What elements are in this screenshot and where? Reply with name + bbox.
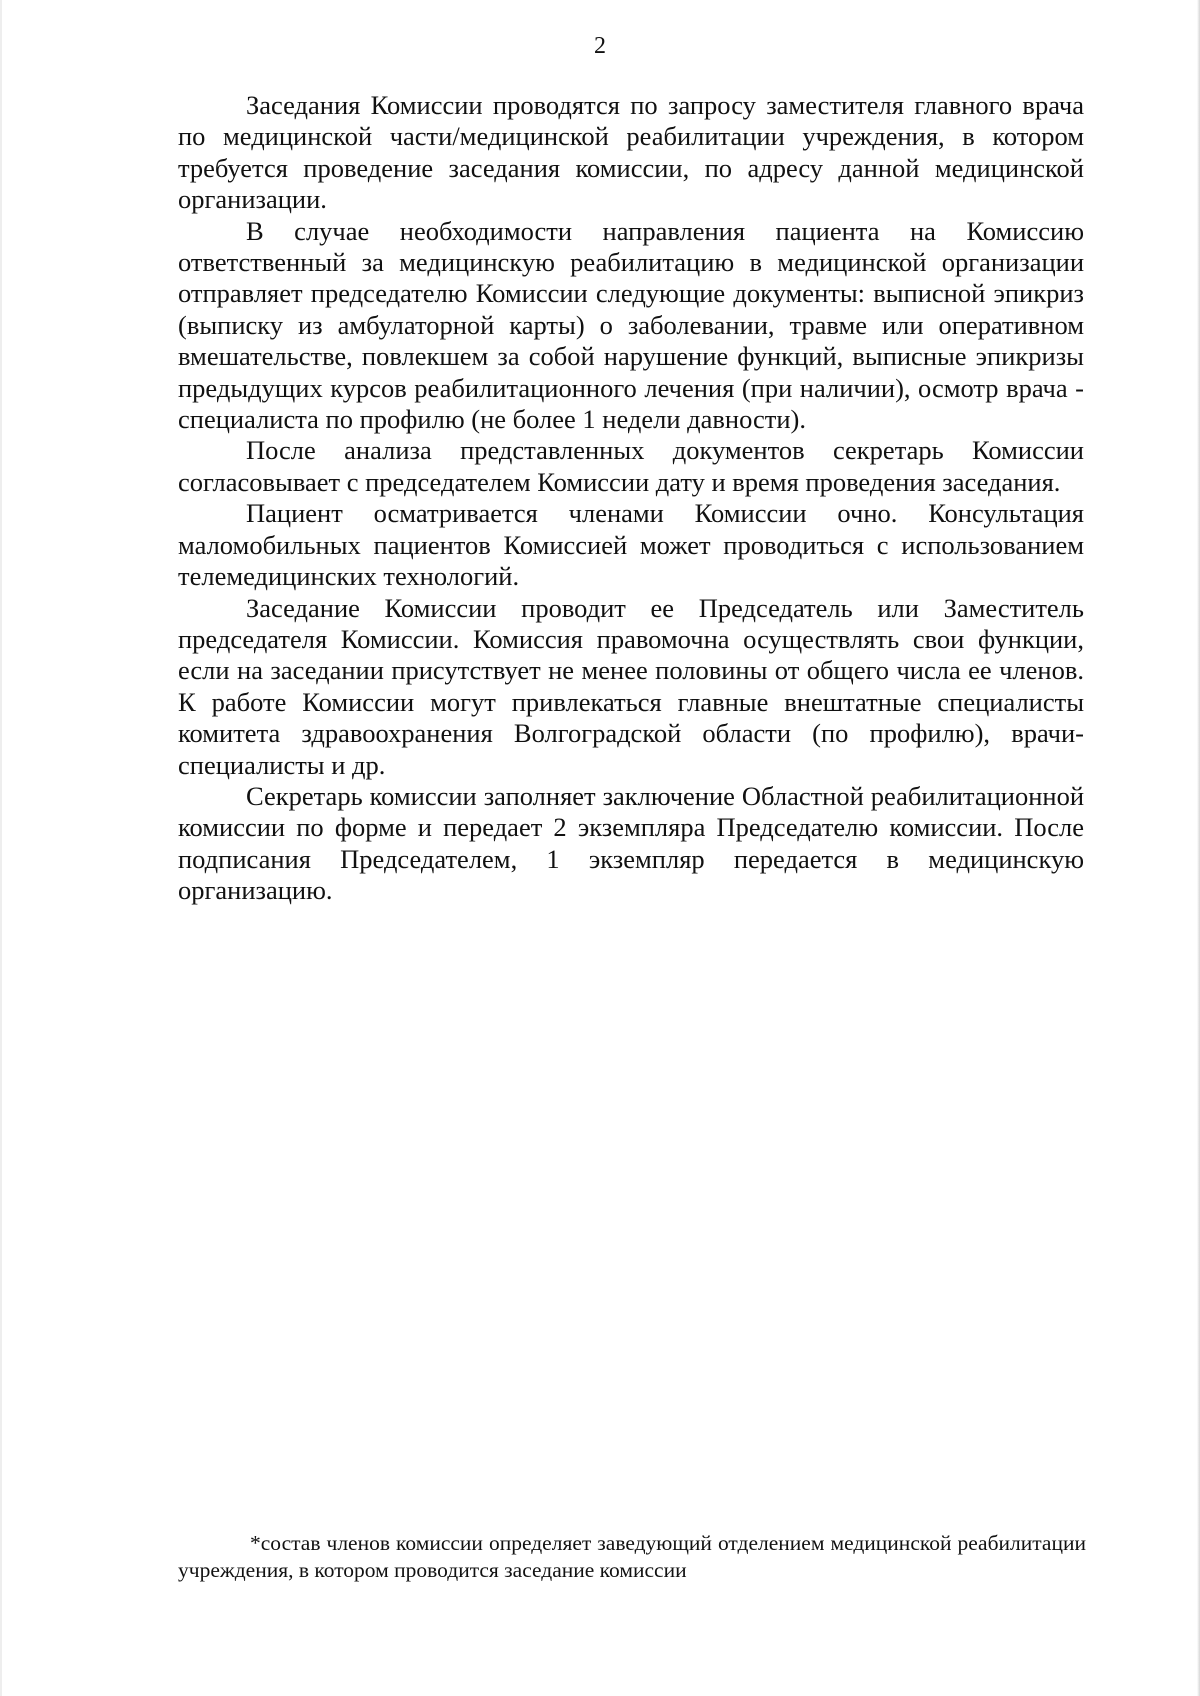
paragraph-meeting-conduct: Заседание Комиссии проводит ее Председатель или Заместитель председателя Комиссии. Комиссия правомочна осуществлять свои функции, если на заседании присутствует не менее половины от общего числа ее членов. К работе Комиссии могут привлекаться главные внештатные специалисты комитета здравоохранения Волгоградской области (по профилю), врачи-специалисты и др.	[178, 592, 1084, 780]
footnote-text: *состав членов комиссии определяет заведующий отделением медицинской реабилитации учреждения, в котором проводится заседание комиссии	[178, 1531, 1086, 1582]
footnote	[178, 1530, 1086, 1584]
scan-edge-left	[0, 0, 2, 1696]
paragraph-referral-documents: В случае необходимости направления пациента на Комиссию ответственный за медицинскую реабилитацию в медицинской организации отправляет председателю Комиссии следующие документы: выписной эпикриз (выписку из амбулаторной карты) о заболевании, травме или оперативном вмешательстве, повлекшем за собой нарушение функций, выписные эпикризы предыдущих курсов реабилитационного лечения (при наличии), осмотр врача - специалиста по профилю (не более 1 недели давности).	[178, 215, 1084, 435]
page-number: 2	[594, 33, 606, 59]
paragraph-conclusion-form: Секретарь комиссии заполняет заключение Областной реабилитационной комиссии по форме и передает 2 экземпляра Председателю комиссии. После подписания Председателем, 1 экземпляр передается в медицинскую организацию.	[178, 780, 1084, 906]
paragraph-patient-examination: Пациент осматривается членами Комиссии очно. Консультация маломобильных пациентов Комиссией может проводиться с использованием телемедицинских технологий.	[178, 498, 1084, 592]
paragraph-meeting-request: Заседания Комиссии проводятся по запросу заместителя главного врача по медицинской части/медицинской реабилитации учреждения, в котором требуется проведение заседания комиссии, по адресу данной медицинской организации.	[178, 90, 1084, 215]
document-body	[178, 90, 1084, 907]
paragraph-document-analysis: После анализа представленных документов секретарь Комиссии согласовывает с председателем Комиссии дату и время проведения заседания.	[178, 435, 1084, 497]
